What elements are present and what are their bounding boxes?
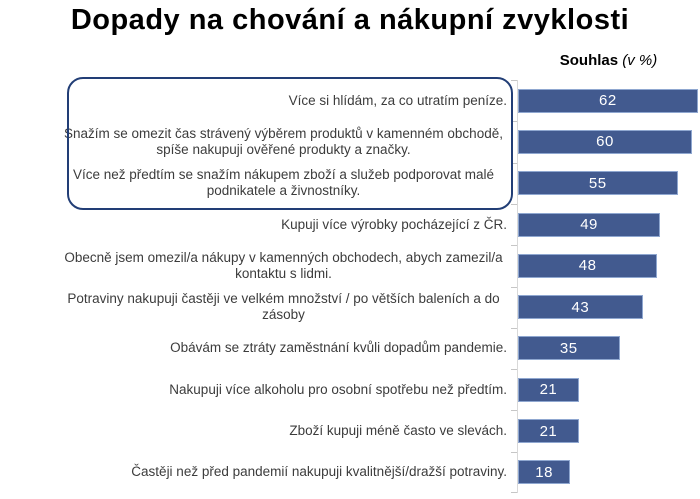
bar [518, 460, 570, 484]
chart-row [0, 369, 700, 410]
bar-value-label: 49 [580, 216, 598, 234]
category-label: Potraviny nakupuji častěji ve velkém množství / po větších baleních a do zásoby [67, 291, 500, 323]
bar [518, 130, 692, 154]
axis-header-unit: (v %) [622, 52, 658, 69]
chart-row [0, 287, 700, 328]
bar-value-label: 60 [596, 133, 614, 151]
category-label: Zboží kupuji méně často ve slevách. [289, 423, 507, 439]
category-label: Častěji než před pandemií nakupuji kvalitnější/dražší potraviny. [131, 464, 507, 480]
category-label-wrap [60, 121, 507, 162]
chart-row [0, 163, 700, 204]
chart-row [0, 245, 700, 286]
category-label: Více si hlídám, za co utratím peníze. [288, 92, 507, 108]
category-label-wrap [60, 163, 507, 204]
category-label: Více než předtím se snažím nákupem zboží a služeb podporovat malé podnikatele a živnostníky. [73, 167, 494, 199]
bar [518, 213, 660, 237]
axis-header [517, 52, 700, 69]
bar [518, 171, 678, 195]
bar [518, 336, 620, 360]
category-label-wrap [60, 80, 507, 121]
chart-row [0, 328, 700, 369]
chart-row [0, 80, 700, 121]
bar-value-label: 48 [578, 257, 597, 275]
category-label-wrap [60, 410, 507, 451]
bar-value-label: 55 [588, 174, 607, 192]
chart-row [0, 204, 700, 245]
chart-row [0, 452, 700, 493]
bar [518, 89, 698, 113]
bar-value-label: 18 [535, 463, 553, 481]
category-label-wrap [60, 328, 507, 369]
category-label: Kupuji více výrobky pocházející z ČR. [281, 216, 507, 232]
category-label: Obávám se ztráty zaměstnání kvůli dopadům pandemie. [170, 340, 507, 356]
bar-chart [0, 80, 700, 493]
bar-value-label: 35 [559, 339, 578, 357]
bar-value-label: 21 [539, 381, 558, 399]
axis-header-label: Souhlas [559, 52, 619, 69]
category-label-wrap [60, 245, 507, 286]
chart-row [0, 410, 700, 451]
bar [518, 419, 579, 443]
bar-value-label: 43 [571, 298, 590, 316]
bar-value-label: 62 [599, 92, 617, 110]
category-label-wrap [60, 452, 507, 493]
category-label: Obecně jsem omezil/a nákupy v kamenných obchodech, abych zamezil/a kontaktu s lidmi. [64, 249, 503, 281]
bar [518, 295, 643, 319]
category-label: Snažím se omezit čas strávený výběrem produktů v kamenném obchodě, spíše nakupuji ověřené produkty a značky. [64, 126, 503, 157]
category-label-wrap [60, 369, 507, 410]
category-label: Nakupuji více alkoholu pro osobní spotřebu než předtím. [169, 381, 507, 397]
bar [518, 378, 579, 402]
bar-value-label: 21 [539, 422, 558, 440]
chart-row [0, 121, 700, 162]
bar [518, 254, 657, 278]
page-title: Dopady na chování a nákupní zvyklosti [70, 4, 630, 36]
category-label-wrap [60, 287, 507, 328]
category-label-wrap [60, 204, 507, 245]
